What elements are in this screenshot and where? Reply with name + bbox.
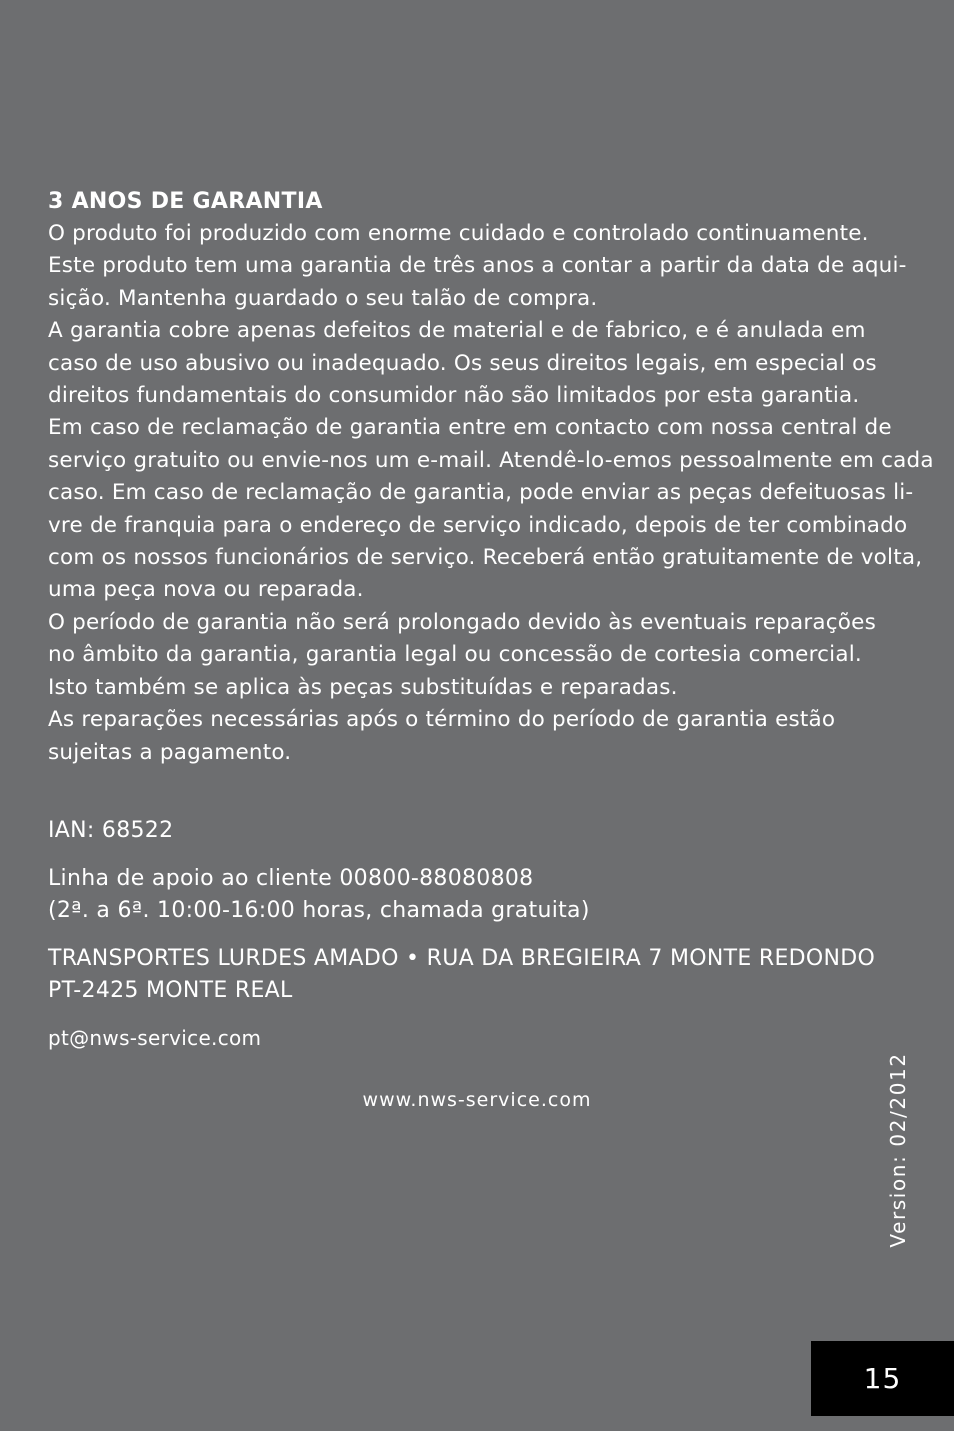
warranty-line: Isto também se aplica às peças substituídas e reparadas.	[48, 674, 678, 700]
warranty-line: sujeitas a pagamento.	[48, 739, 292, 765]
address-line: PT-2425 MONTE REAL	[48, 978, 293, 1003]
warranty-line: caso. Em caso de reclamação de garantia, pode enviar as peças defeituosas li-	[48, 480, 914, 506]
warranty-line: direitos fundamentais do consumidor não são limitados por esta garantia.	[48, 383, 860, 409]
service-email[interactable]: pt@nws-service.com	[48, 1026, 262, 1050]
warranty-line: Em caso de reclamação de garantia entre em contacto com nossa central de	[48, 415, 892, 441]
warranty-title: 3 ANOS DE GARANTIA	[48, 189, 323, 214]
warranty-line: sição. Mantenha guardado o seu talão de compra.	[48, 285, 598, 311]
website-link[interactable]: www.nws-service.com	[362, 1089, 592, 1111]
warranty-line: As reparações necessárias após o término do período de garantia estão	[48, 707, 836, 733]
warranty-line: serviço gratuito ou envie-nos um e-mail. Atendê-lo-emos pessoalmente em cada	[48, 447, 934, 473]
warranty-line: Este produto tem uma garantia de três anos a contar a partir da data de aqui-	[48, 253, 907, 279]
warranty-section	[48, 186, 934, 769]
warranty-line: com os nossos funcionários de serviço. Receberá então gratuitamente de volta,	[48, 545, 923, 571]
warranty-text	[48, 218, 934, 769]
version-label: Version: 02/2012	[886, 1052, 910, 1248]
warranty-line: caso de uso abusivo ou inadequado. Os seus direitos legais, em especial os	[48, 350, 877, 376]
warranty-line: uma peça nova ou reparada.	[48, 577, 364, 603]
customer-hotline	[48, 863, 908, 927]
warranty-line: A garantia cobre apenas defeitos de material e de fabrico, e é anulada em	[48, 318, 866, 344]
warranty-line: no âmbito da garantia, garantia legal ou concessão de cortesia comercial.	[48, 642, 862, 668]
warranty-line: O período de garantia não será prolongado devido às eventuais reparações	[48, 609, 876, 635]
page-number-box	[811, 1341, 954, 1416]
warranty-line: O produto foi produzido com enorme cuidado e controlado continuamente.	[48, 221, 869, 246]
address-line: TRANSPORTES LURDES AMADO • RUA DA BREGIEIRA 7 MONTE REDONDO	[48, 946, 876, 971]
page-number: 15	[863, 1362, 902, 1395]
hotline-number: Linha de apoio ao cliente 00800-88080808	[48, 866, 534, 891]
warranty-line: vre de franquia para o endereço de serviço indicado, depois de ter combinado	[48, 512, 908, 538]
hotline-hours: (2ª. a 6ª. 10:00-16:00 horas, chamada gratuita)	[48, 898, 590, 923]
ian-number: IAN: 68522	[48, 818, 174, 843]
service-address	[48, 943, 908, 1007]
